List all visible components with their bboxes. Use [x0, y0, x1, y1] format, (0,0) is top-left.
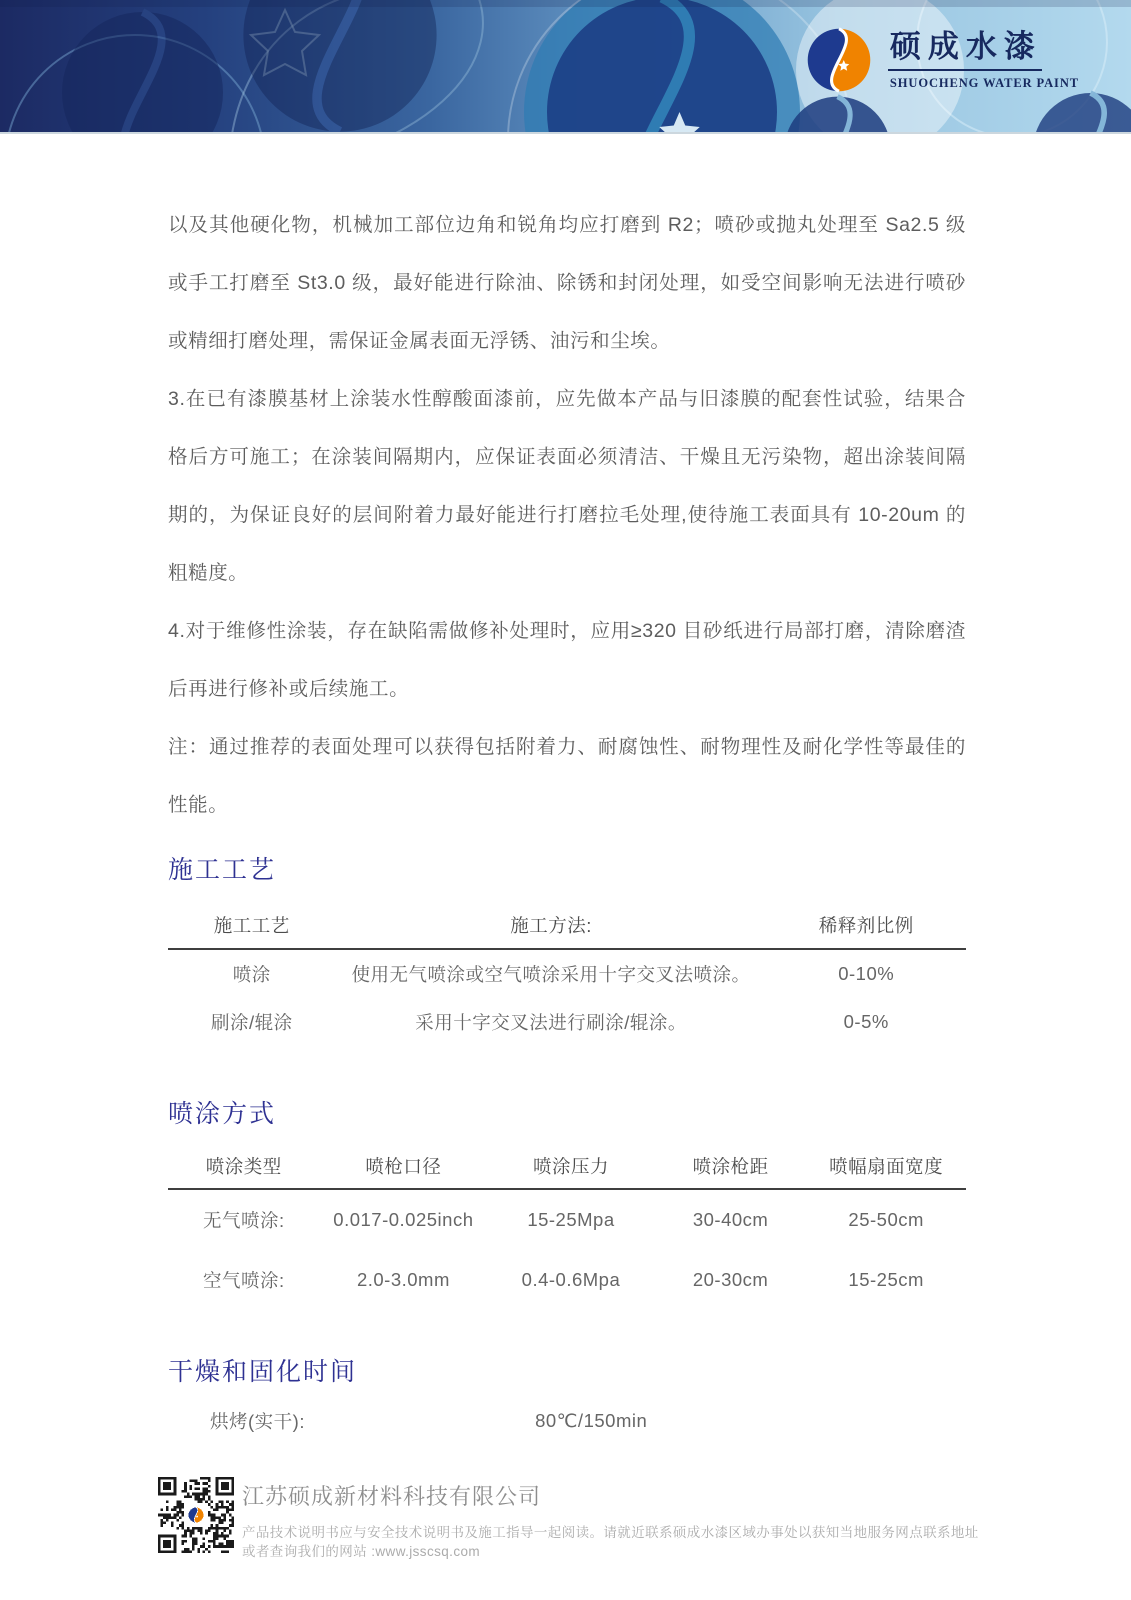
table-header-cell: 喷涂枪距 — [692, 1156, 769, 1177]
header-banner — [0, 0, 1131, 134]
table-cell: 15-25Mpa — [527, 1209, 615, 1230]
table-row — [168, 1250, 966, 1310]
spraying-table — [168, 1144, 966, 1310]
brand-logo — [805, 26, 1079, 94]
table-row — [168, 1396, 966, 1446]
table-header-cell: 喷幅扇面宽度 — [829, 1156, 944, 1177]
footer-note-line2: 或者查询我们的网站 :www.jsscsq.com — [242, 1544, 481, 1559]
table-cell: 2.0-3.0mm — [356, 1269, 450, 1290]
section-title-spraying: 喷涂方式 — [168, 1100, 277, 1128]
footer-note-line1: 产品技术说明书应与安全技术说明书及施工指导一起阅读。请就近联系硕成水漆区域办事处以获知当地服务网点联系地址 — [242, 1525, 979, 1540]
table-header-cell: 稀释剂比例 — [818, 915, 914, 936]
table-cell: 0.017-0.025inch — [333, 1209, 474, 1230]
brand-name-en: SHUOCHENG WATER PAINT — [889, 75, 1079, 90]
brand-name-cn: 硕成水漆 — [888, 29, 1042, 71]
document-body — [0, 134, 1131, 1446]
paragraph-note: 注：通过推荐的表面处理可以获得包括附着力、耐腐蚀性、耐物理性及耐化学性等最佳的性能。 — [168, 736, 966, 816]
table-cell: 采用十字交叉法进行刷涂/辊涂。 — [415, 1012, 687, 1033]
table-cell: 20-30cm — [692, 1269, 769, 1290]
paragraph-surface-prep: 以及其他硬化物，机械加工部位边角和锐角均应打磨到 R2；喷砂或抛丸处理至 Sa2.5 级或手工打磨至 St3.0 级，最好能进行除油、除锈和封闭处理，如受空间影响无法进行喷砂或精细打磨处理，需保证金属表面无浮锈、油污和尘埃。 — [168, 214, 966, 352]
footer-company-name: 江苏硕成新材料科技有限公司 — [242, 1484, 542, 1509]
table-cell: 15-25cm — [848, 1269, 924, 1290]
drying-table — [168, 1396, 966, 1446]
construction-table-body — [168, 950, 966, 1046]
page-footer — [158, 1477, 990, 1561]
section-title-construction: 施工工艺 — [168, 856, 277, 884]
table-cell: 30-40cm — [692, 1209, 769, 1230]
table-cell: 0.4-0.6Mpa — [521, 1269, 621, 1290]
table-row — [168, 1190, 966, 1250]
table-cell: 喷涂 — [232, 964, 271, 985]
table-header-cell: 喷涂类型 — [205, 1156, 282, 1177]
paragraph-old-coating: 3.在已有漆膜基材上涂装水性醇酸面漆前，应先做本产品与旧漆膜的配套性试验，结果合格后方可施工；在涂装间隔期内，应保证表面必须清洁、干燥且无污染物，超出涂装间隔期的，为保证良好的层间附着力最好能进行打磨拉毛处理,使待施工表面具有 10-20um 的粗糙度。 — [168, 388, 966, 584]
table-cell: 无气喷涂: — [202, 1210, 285, 1231]
table-header-cell: 喷涂压力 — [532, 1156, 609, 1177]
table-cell: 使用无气喷涂或空气喷涂采用十字交叉法喷涂。 — [351, 964, 751, 985]
paragraph-repair-coating: 4.对于维修性涂装，存在缺陷需做修补处理时，应用≥320 目砂纸进行局部打磨，清除磨渣后再进行修补或后续施工。 — [168, 620, 966, 700]
table-row — [168, 998, 966, 1046]
brand-logo-text — [888, 29, 1079, 91]
spraying-table-body — [168, 1190, 966, 1310]
table-cell: 80℃/150min — [535, 1410, 648, 1431]
brand-swirl-icon — [805, 26, 873, 94]
table-cell: 刷涂/辊涂 — [210, 1012, 293, 1033]
construction-table — [168, 902, 966, 1046]
table-cell: 烘烤(实干): — [210, 1411, 305, 1432]
table-header-cell: 施工工艺 — [213, 915, 290, 936]
table-cell: 0-10% — [838, 963, 895, 984]
construction-table-header-row — [168, 902, 966, 950]
table-header-cell: 施工方法: — [510, 915, 592, 936]
footer-text-block — [242, 1477, 990, 1561]
table-row — [168, 950, 966, 998]
table-cell: 25-50cm — [848, 1209, 924, 1230]
table-cell: 空气喷涂: — [202, 1270, 285, 1291]
section-title-drying: 干燥和固化时间 — [168, 1358, 358, 1386]
qr-code — [158, 1477, 234, 1553]
table-header-cell: 喷枪口径 — [365, 1156, 442, 1177]
spraying-table-header-row — [168, 1144, 966, 1190]
drying-table-body — [168, 1396, 966, 1446]
table-cell: 0-5% — [843, 1011, 889, 1032]
